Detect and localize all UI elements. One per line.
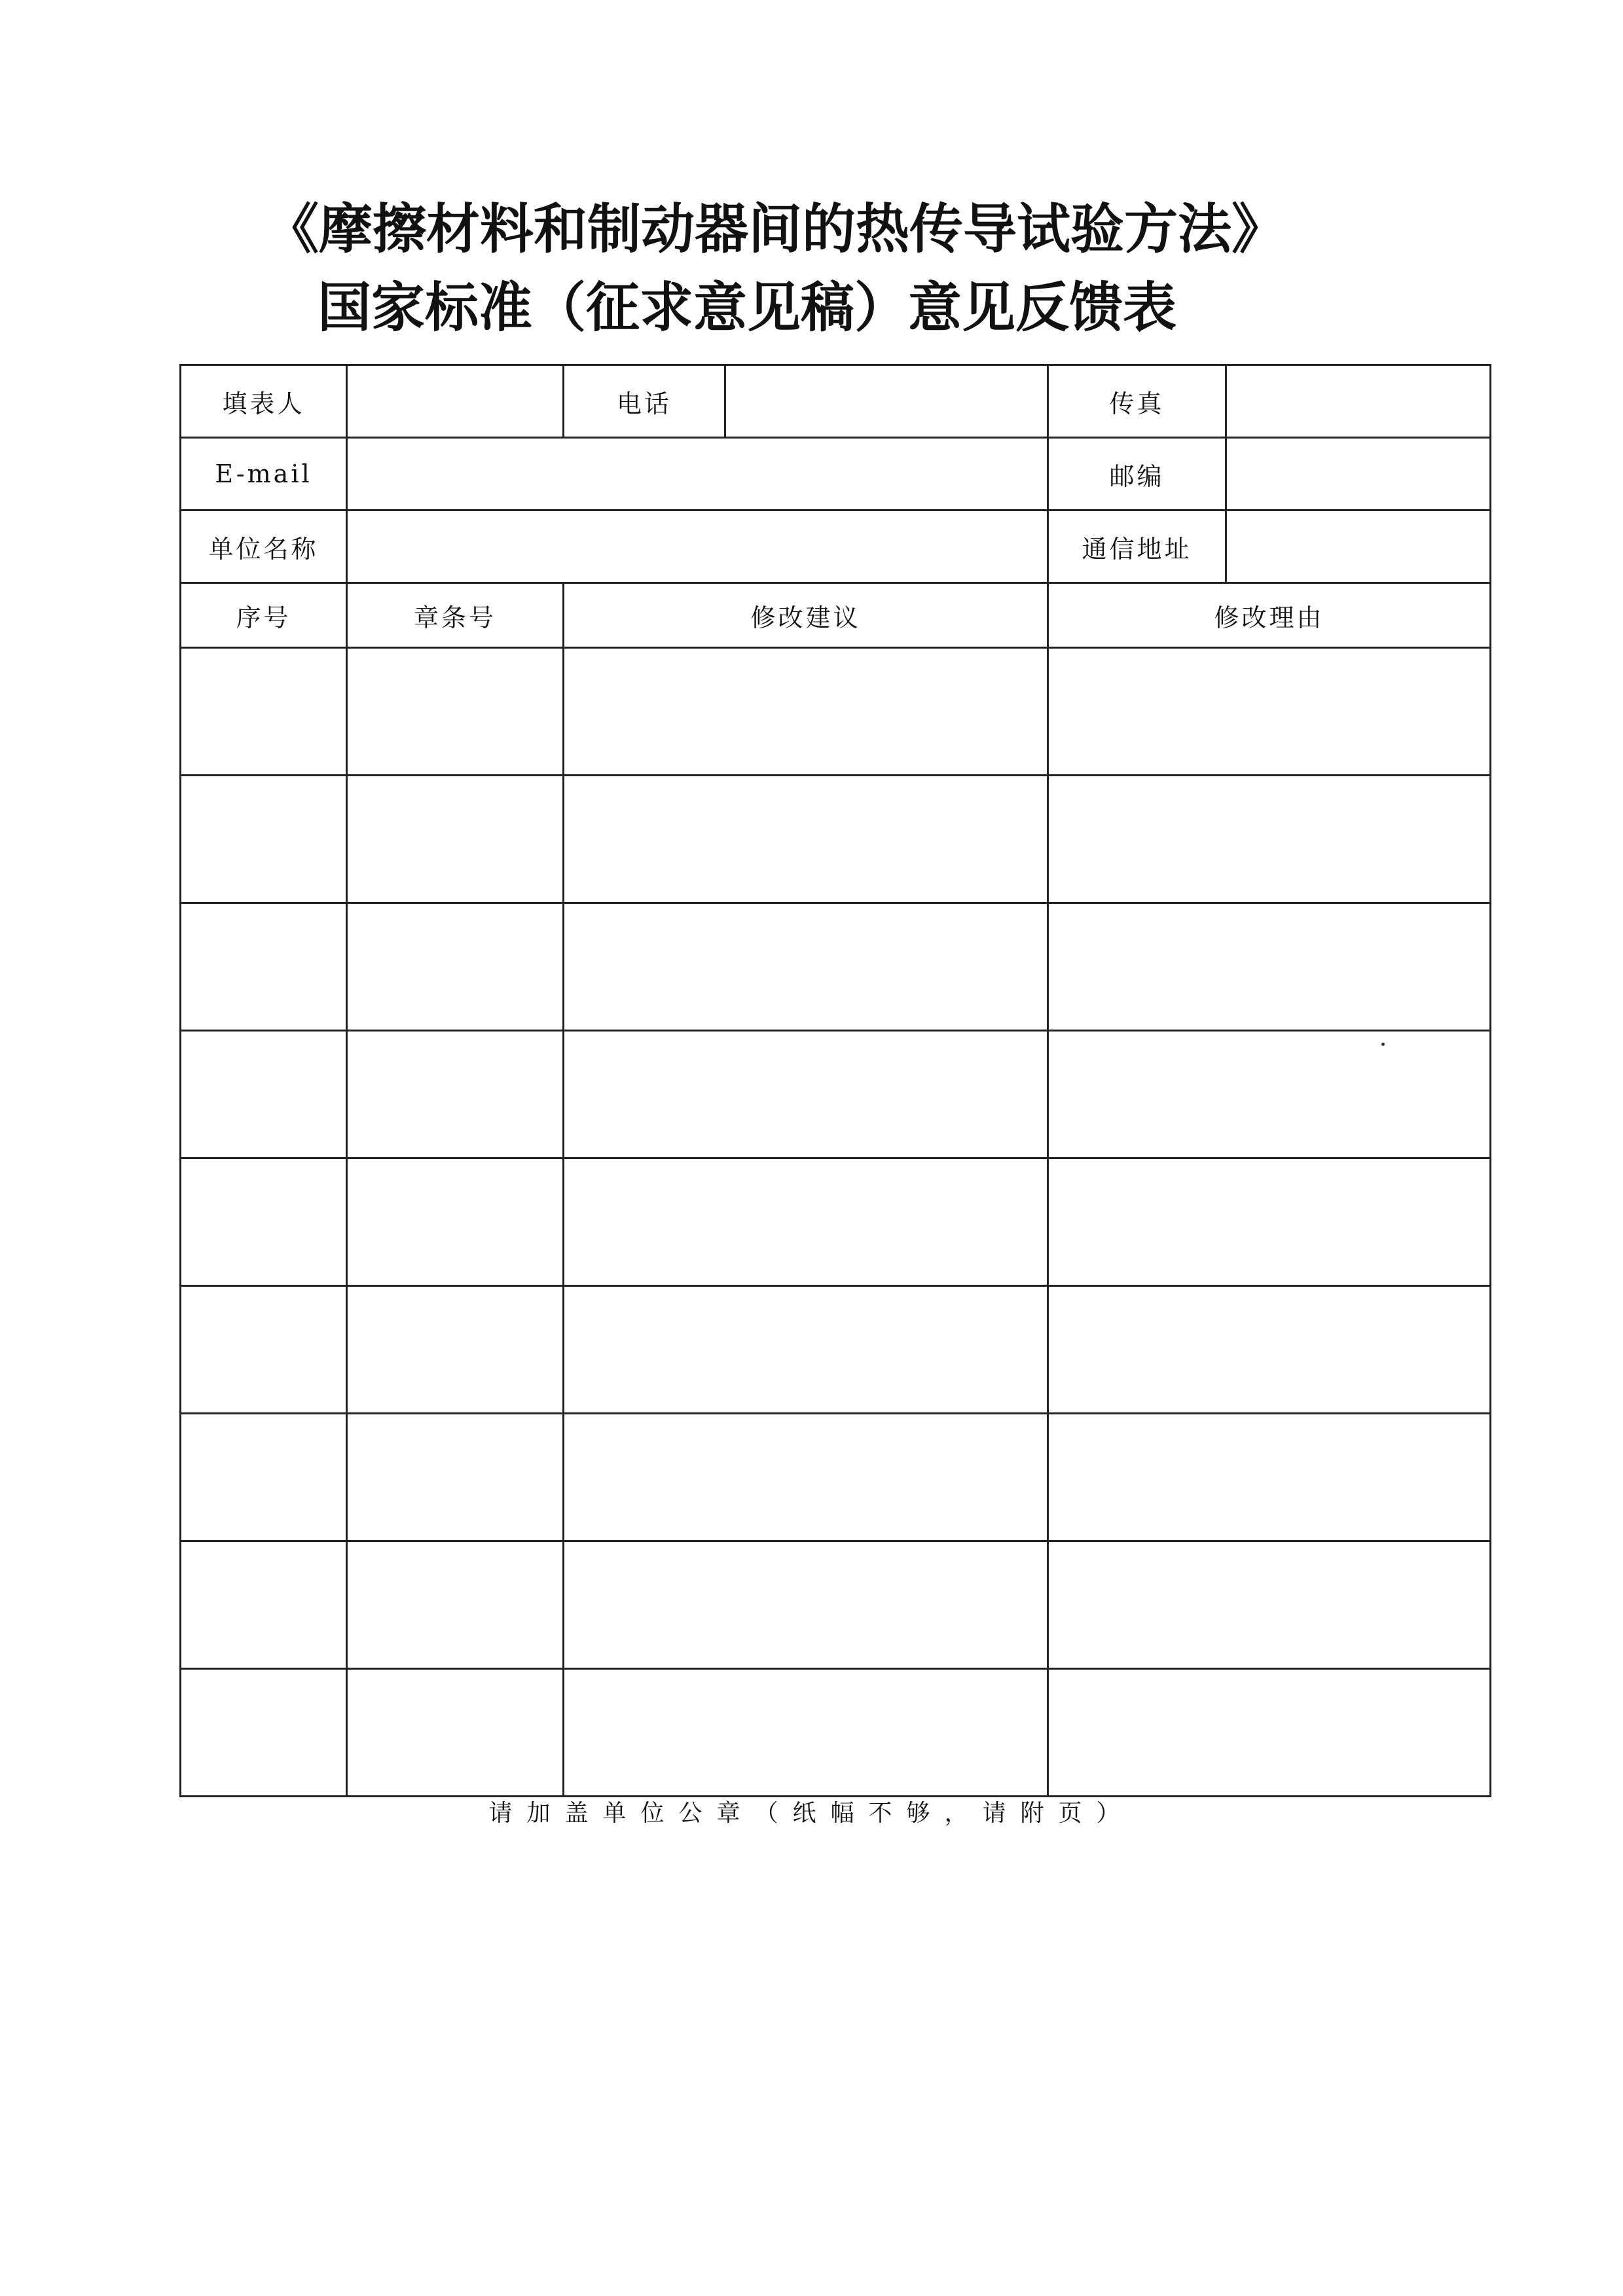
info-row-contact xyxy=(181,365,1491,438)
suggestion-cell[interactable] xyxy=(564,1031,1048,1158)
column-header-clause: 章条号 xyxy=(347,583,564,648)
seq-cell[interactable] xyxy=(181,903,347,1031)
clause-cell[interactable] xyxy=(347,1541,564,1669)
phone-label: 电话 xyxy=(564,365,725,438)
reason-cell[interactable] xyxy=(1048,1031,1491,1158)
table-row xyxy=(181,1669,1491,1797)
clause-cell[interactable] xyxy=(347,903,564,1031)
suggestion-cell[interactable] xyxy=(564,648,1048,776)
table-row xyxy=(181,1286,1491,1414)
seq-cell[interactable] xyxy=(181,1286,347,1414)
table-row xyxy=(181,1414,1491,1541)
seq-cell[interactable] xyxy=(181,648,347,776)
table-row xyxy=(181,648,1491,776)
table-row xyxy=(181,776,1491,903)
table-row xyxy=(181,1541,1491,1669)
reason-cell[interactable] xyxy=(1048,1414,1491,1541)
scan-speck xyxy=(1381,1043,1385,1046)
address-label: 通信地址 xyxy=(1048,511,1226,583)
clause-cell[interactable] xyxy=(347,1158,564,1286)
suggestion-cell[interactable] xyxy=(564,1541,1048,1669)
table-row xyxy=(181,903,1491,1031)
document-title-line-1: 《摩擦材料和制动器间的热传导试验方法》 xyxy=(265,198,1286,260)
table-row xyxy=(181,1158,1491,1286)
clause-cell[interactable] xyxy=(347,648,564,776)
filler-field[interactable] xyxy=(347,365,564,438)
postcode-field[interactable] xyxy=(1226,438,1491,511)
reason-cell[interactable] xyxy=(1048,776,1491,903)
reason-cell[interactable] xyxy=(1048,1669,1491,1797)
column-header-reason: 修改理由 xyxy=(1048,583,1491,648)
seq-cell[interactable] xyxy=(181,1669,347,1797)
reason-cell[interactable] xyxy=(1048,648,1491,776)
email-field[interactable] xyxy=(347,438,1048,511)
filler-label: 填表人 xyxy=(181,365,347,438)
org-label: 单位名称 xyxy=(181,511,347,583)
clause-cell[interactable] xyxy=(347,1286,564,1414)
phone-field[interactable] xyxy=(725,365,1048,438)
reason-cell[interactable] xyxy=(1048,1158,1491,1286)
suggestion-cell[interactable] xyxy=(564,1158,1048,1286)
clause-cell[interactable] xyxy=(347,776,564,903)
reason-cell[interactable] xyxy=(1048,1541,1491,1669)
suggestion-cell[interactable] xyxy=(564,1286,1048,1414)
seq-cell[interactable] xyxy=(181,1414,347,1541)
org-field[interactable] xyxy=(347,511,1048,583)
clause-cell[interactable] xyxy=(347,1414,564,1541)
reason-cell[interactable] xyxy=(1048,1286,1491,1414)
address-field[interactable] xyxy=(1226,511,1491,583)
stamp-note: 请加盖单位公章（纸幅不够，请附页） xyxy=(488,1800,1135,1827)
seq-cell[interactable] xyxy=(181,776,347,903)
clause-cell[interactable] xyxy=(347,1669,564,1797)
seq-cell[interactable] xyxy=(181,1158,347,1286)
suggestion-cell[interactable] xyxy=(564,1669,1048,1797)
entry-rows xyxy=(181,648,1491,1797)
seq-cell[interactable] xyxy=(181,1541,347,1669)
fax-label: 传真 xyxy=(1048,365,1226,438)
clause-cell[interactable] xyxy=(347,1031,564,1158)
feedback-form-table xyxy=(179,364,1491,1797)
fax-field[interactable] xyxy=(1226,365,1491,438)
table-row xyxy=(181,1031,1491,1158)
column-header-seq: 序号 xyxy=(181,583,347,648)
seq-cell[interactable] xyxy=(181,1031,347,1158)
document-title-line-2: 国家标准（征求意见稿）意见反馈表 xyxy=(318,276,1177,339)
suggestion-cell[interactable] xyxy=(564,776,1048,903)
column-header-suggestion: 修改建议 xyxy=(564,583,1048,648)
suggestion-cell[interactable] xyxy=(564,1414,1048,1541)
suggestion-cell[interactable] xyxy=(564,903,1048,1031)
reason-cell[interactable] xyxy=(1048,903,1491,1031)
info-row-email xyxy=(181,438,1491,511)
postcode-label: 邮编 xyxy=(1048,438,1226,511)
email-label: E-mail xyxy=(181,438,347,511)
table-header-row xyxy=(181,583,1491,648)
info-row-organization xyxy=(181,511,1491,583)
